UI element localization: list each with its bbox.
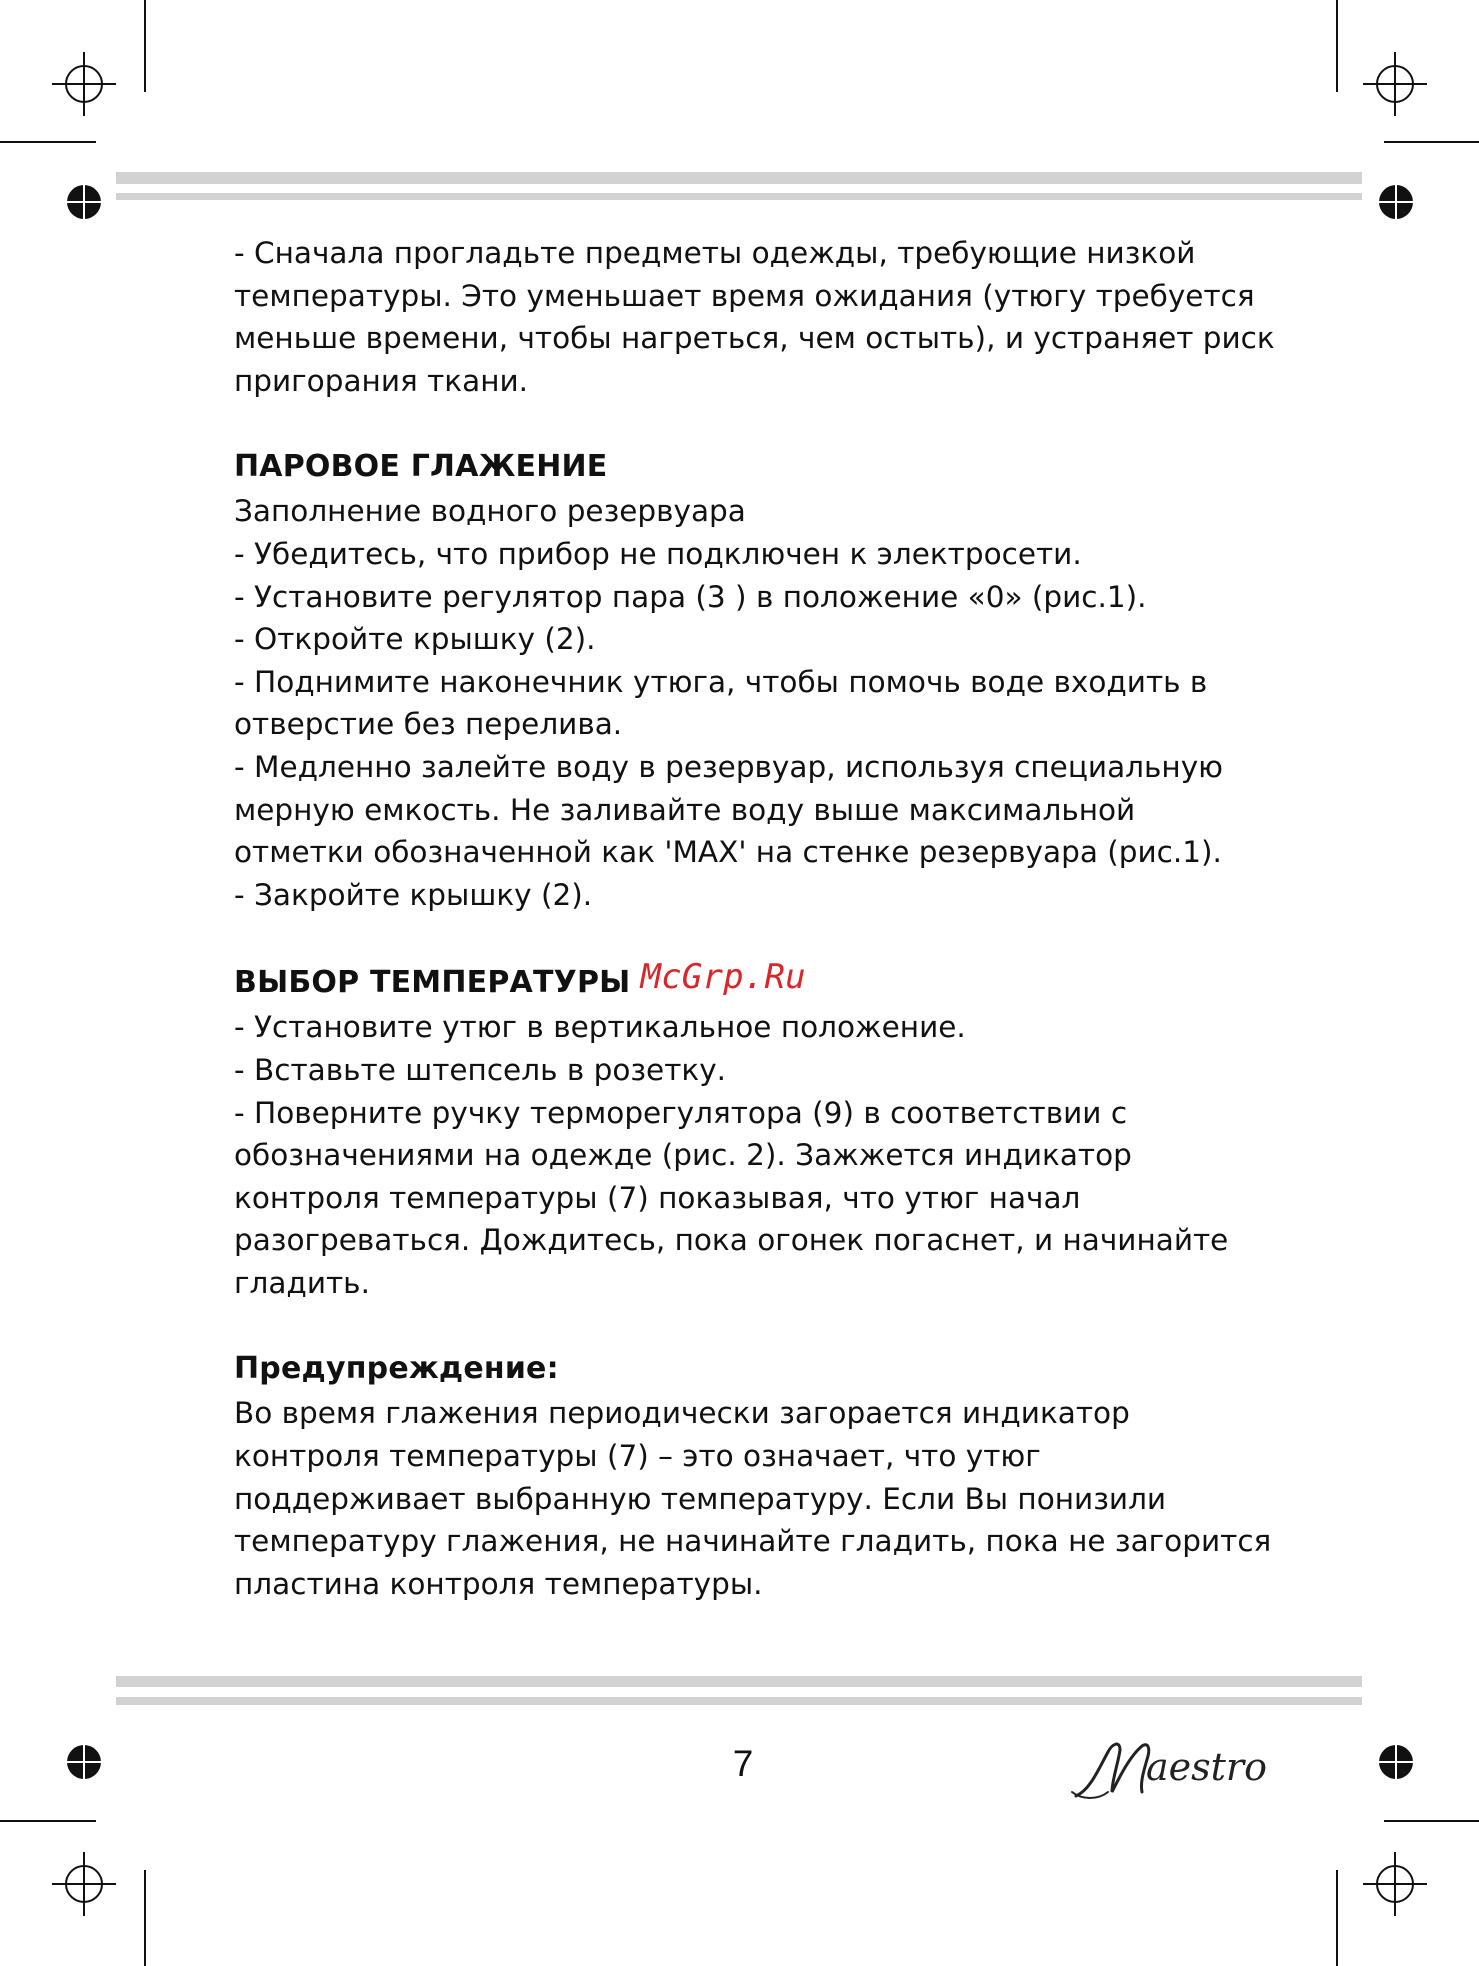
section-heading: ПАРОВОЕ ГЛАЖЕНИЕ [234, 449, 608, 485]
text-line: - Убедитесь, что прибор не подключен к электросети. [234, 536, 1082, 571]
text-line: - Поверните ручку терморегулятора (9) в соответствии с [234, 1095, 1128, 1130]
text-line: температуры. Это уменьшает время ожидания (утюгу требуется [234, 278, 1255, 313]
footer-rule-thin [116, 1697, 1362, 1705]
intro-paragraph [234, 232, 1294, 402]
text-line: обозначениями на одежде (рис. 2). Зажжется индикатор [234, 1138, 1132, 1173]
crop-line [1384, 1820, 1479, 1822]
text-line: Во время глажения периодически загорается индикатор [234, 1396, 1130, 1431]
spacer [234, 1304, 1294, 1346]
page-number: 7 [732, 1743, 754, 1784]
registration-dot-icon [1376, 182, 1416, 222]
maestro-logo [1068, 1718, 1267, 1808]
text-line: - Закройте крышку (2). [234, 877, 593, 912]
text-line: - Установите регулятор пара (3 ) в положение «0» (рис.1). [234, 579, 1147, 614]
crop-line [1336, 0, 1338, 92]
text-line: температуру глажения, не начинайте гладить, пока не загорится [234, 1524, 1272, 1559]
text-line: гладить. [234, 1265, 370, 1300]
section-heading [234, 958, 1294, 1006]
registration-dot-icon [64, 182, 104, 222]
text-line: контроля температуры (7) показывая, что утюг начал [234, 1180, 1081, 1215]
text-line: - Поднимите наконечник утюга, чтобы помочь воде входить в [234, 664, 1208, 699]
watermark-text: McGrp.Ru [640, 957, 806, 998]
text-line: - Откройте крышку (2). [234, 622, 596, 657]
registration-dot-icon [1376, 1742, 1416, 1782]
text-line: меньше времени, чтобы нагреться, чем остыть), и устраняет риск [234, 321, 1275, 356]
section-steam-ironing [234, 444, 1294, 916]
crop-line [1384, 141, 1479, 143]
text-line: пластина контроля температуры. [234, 1566, 763, 1601]
text-line: пригорания ткани. [234, 363, 529, 398]
header-rule-thin [116, 193, 1362, 200]
crop-line [0, 141, 96, 143]
section-heading: Предупреждение: [234, 1351, 559, 1387]
registration-dot-icon [64, 1742, 104, 1782]
text-line: - Установите утюг в вертикальное положение. [234, 1010, 966, 1045]
crop-line [0, 1820, 96, 1822]
text-line: отметки обозначенной как 'MAX' на стенке резервуара (рис.1). [234, 835, 1222, 870]
text-line: поддерживает выбранную температуру. Если Вы понизили [234, 1481, 1167, 1516]
logo-text: aestro [1146, 1745, 1267, 1789]
footer-rule-thick [116, 1676, 1362, 1687]
crop-line [144, 1870, 146, 1966]
text-line: контроля температуры (7) – это означает, что утюг [234, 1439, 1041, 1474]
text-line: - Сначала прогладьте предметы одежды, требующие низкой [234, 236, 1196, 270]
registration-crosshair-icon [1363, 1852, 1427, 1916]
section-warning [234, 1346, 1294, 1605]
crop-line [1336, 1870, 1338, 1966]
registration-crosshair-icon [52, 1852, 116, 1916]
spacer [234, 916, 1294, 958]
header-rule-thick [116, 172, 1362, 184]
text-line: отверстие без перелива. [234, 707, 623, 742]
registration-crosshair-icon [1363, 52, 1427, 116]
text-line: - Медленно залейте воду в резервуар, используя специальную [234, 749, 1223, 784]
text-line: разогреваться. Дождитесь, пока огонек погаснет, и начинайте [234, 1223, 1229, 1258]
spacer [234, 402, 1294, 444]
text-line: мерную емкость. Не заливайте воду выше максимальной [234, 792, 1136, 827]
page-content [234, 232, 1294, 1605]
crop-line [144, 0, 146, 92]
text-line: Заполнение водного резервуара [234, 494, 746, 529]
section-heading-text: ВЫБОР ТЕМПЕРАТУРЫ [234, 965, 631, 1001]
section-temperature-selection [234, 958, 1294, 1304]
text-line: - Вставьте штепсель в розетку. [234, 1052, 727, 1087]
registration-crosshair-icon [52, 52, 116, 116]
